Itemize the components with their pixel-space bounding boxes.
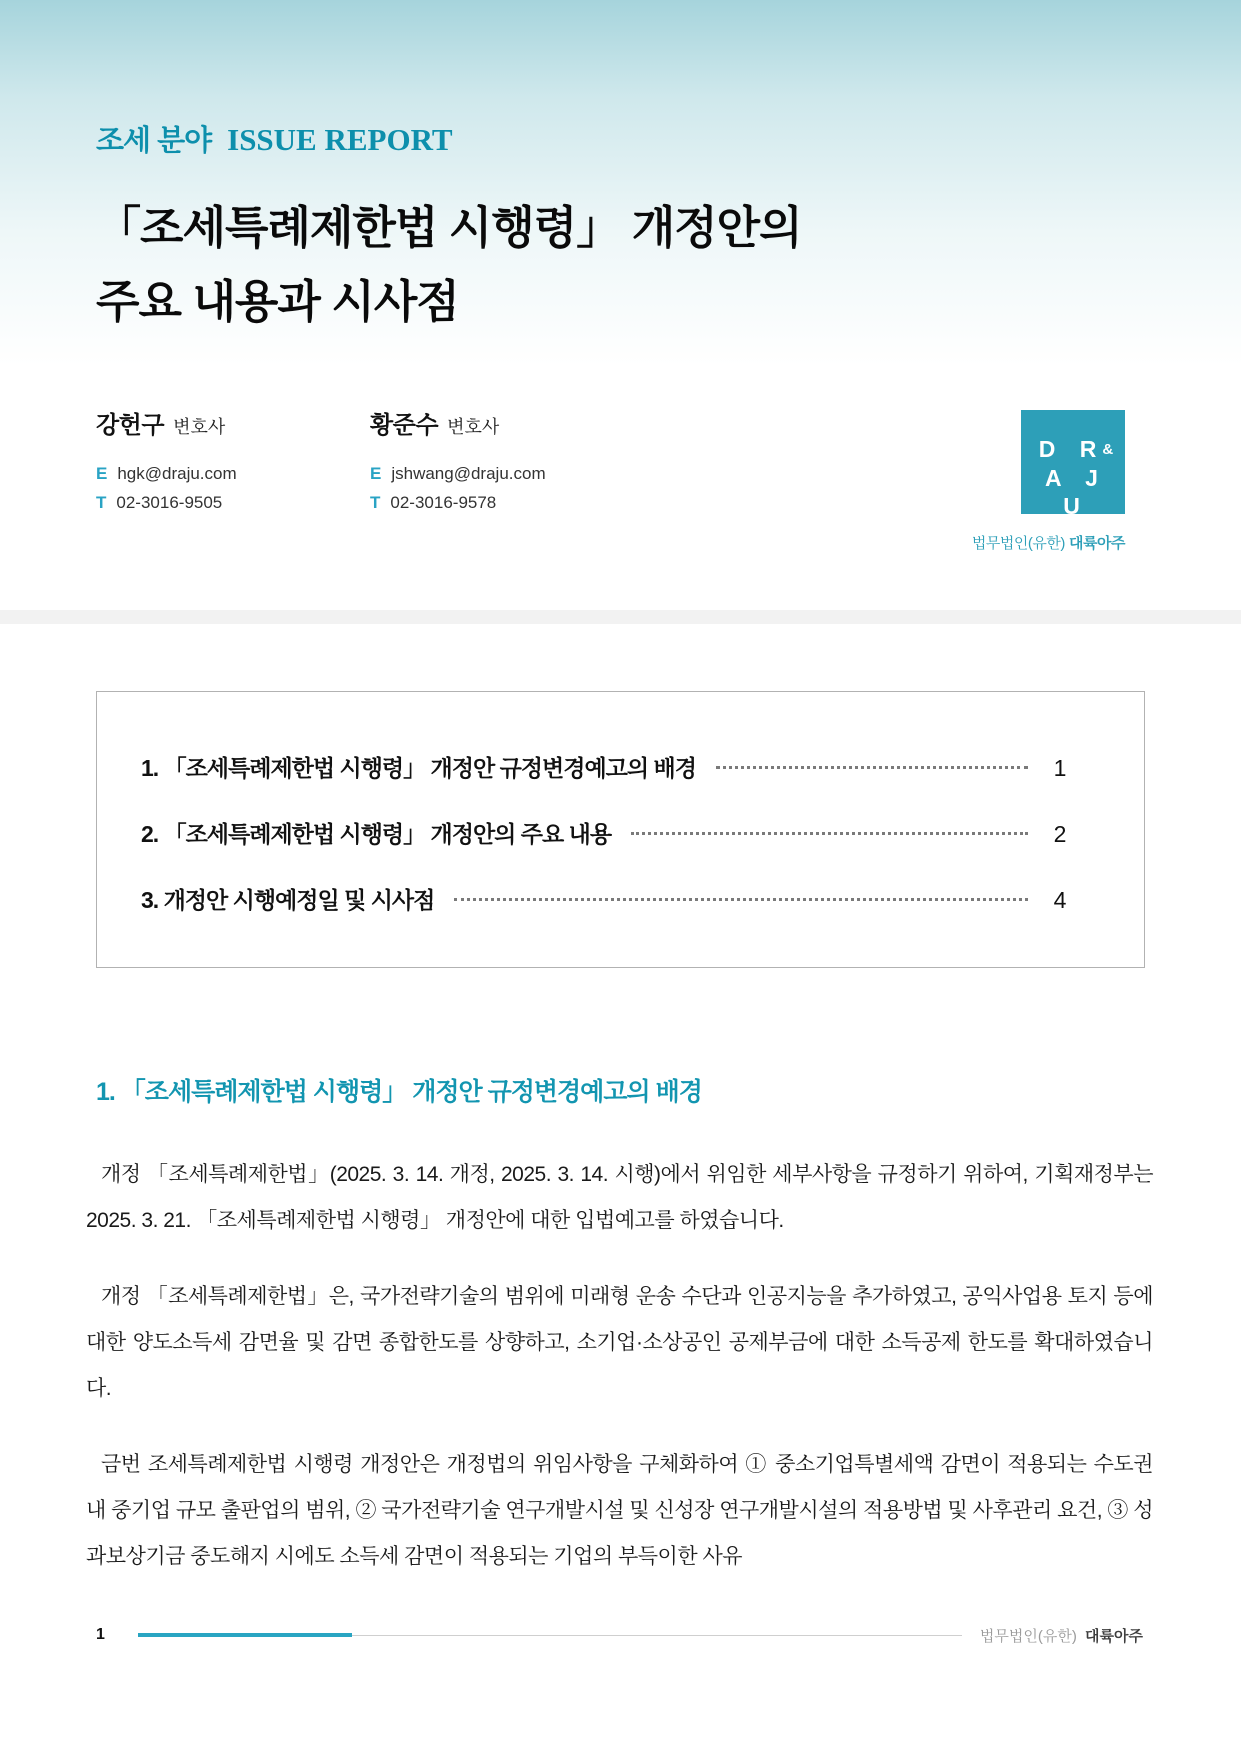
footer-firm-name: 법무법인(유한) 대륙아주: [979, 1627, 1143, 1645]
toc-item-label: 1. 「조세특례제한법 시행령」 개정안 규정변경예고의 배경: [141, 755, 696, 781]
footer-gray-line: [352, 1635, 962, 1636]
footer-accent-line: [138, 1633, 352, 1637]
email-label: E: [370, 464, 382, 483]
author-email[interactable]: hgk@draju.com: [117, 464, 237, 483]
toc-page-number: 1: [1053, 755, 1067, 781]
author-email-line: [370, 464, 580, 484]
author-name: 황준수: [370, 412, 439, 439]
email-label: E: [96, 464, 108, 483]
draju-logo: D R& A J U: [1021, 410, 1125, 514]
author-card: [96, 405, 306, 522]
toc-leader-dots: [454, 898, 1028, 901]
table-of-contents: [96, 691, 1145, 968]
toc-page-number: 2: [1053, 821, 1067, 847]
firm-logo-block: [905, 410, 1125, 553]
report-title: [96, 191, 1145, 339]
toc-leader-dots: [716, 766, 1028, 769]
author-tel: 02-3016-9505: [116, 493, 223, 512]
footer-page-number: 1: [96, 1626, 105, 1643]
hero-header: [0, 0, 1241, 610]
tel-label: T: [96, 493, 107, 512]
header-divider: [0, 610, 1241, 624]
report-body: [0, 691, 1241, 1580]
author-name: 강헌구: [96, 412, 165, 439]
section-1-heading: 1. 「조세특례제한법 시행령」 개정안 규정변경예고의 배경: [96, 1078, 702, 1106]
page-footer: [96, 1624, 1143, 1646]
section-1-paragraph-1: 개정 「조세특례제한법」(2025. 3. 14. 개정, 2025. 3. 14. 시행)에서 위임한 세부사항을 규정하기 위하여, 기획재정부는 2025. 3. 21. 「조세특례제한법 시행령」 개정안에 대한 입법예고를 하였습니다.: [86, 1163, 1153, 1232]
firm-name-caption: 법무법인(유한) 대륙아주: [971, 535, 1125, 552]
toc-item-3[interactable]: [141, 882, 1072, 915]
section-1-paragraph-3: 금번 조세특례제한법 시행령 개정안은 개정법의 위임사항을 구체화하여 ① 중소기업특별세액 감면이 적용되는 수도권 내 중기업 규모 출판업의 범위, ② 국가전략기술 연구개발시설 및 신성장 연구개발시설의 적용방법 및 사후관리 요건, ③ 성과보상기금 중도해지 시에도 소득세 감면이 적용되는 기업의 부득이한 사유: [86, 1453, 1153, 1568]
section-1: [86, 1072, 1153, 1580]
logo-ampersand: &: [1102, 441, 1114, 458]
section-1-paragraph-2: 개정 「조세특례제한법」은, 국가전략기술의 범위에 미래형 운송 수단과 인공지능을 추가하였고, 공익사업용 토지 등에 대한 양도소득세 감면율 및 감면 종합한도를 상향하고, 소기업·소상공인 공제부금에 대한 소득공제 한도를 확대하였습니다.: [86, 1285, 1153, 1400]
author-email-line: [96, 464, 306, 484]
author-tel: 02-3016-9578: [390, 493, 497, 512]
author-tel-line: [96, 493, 306, 513]
author-role: 변호사: [173, 417, 226, 437]
toc-item-1[interactable]: [141, 750, 1072, 783]
author-email[interactable]: jshwang@draju.com: [391, 464, 546, 483]
toc-item-2[interactable]: [141, 816, 1072, 849]
category-english: ISSUE REPORT: [227, 122, 453, 157]
tel-label: T: [370, 493, 381, 512]
author-role: 변호사: [447, 417, 500, 437]
toc-page-number: 4: [1053, 887, 1067, 913]
report-title-line1: 「조세특례제한법 시행령」 개정안의: [96, 202, 802, 253]
toc-item-label: 3. 개정안 시행예정일 및 시사점: [141, 887, 435, 913]
author-card: [370, 405, 580, 522]
toc-item-label: 2. 「조세특례제한법 시행령」 개정안의 주요 내용: [141, 821, 612, 847]
toc-leader-dots: [631, 832, 1028, 835]
category-korean: 조세 분야: [96, 125, 212, 157]
report-title-line2: 주요 내용과 시사점: [96, 276, 459, 327]
author-tel-line: [370, 493, 580, 513]
report-category: [96, 118, 1145, 159]
